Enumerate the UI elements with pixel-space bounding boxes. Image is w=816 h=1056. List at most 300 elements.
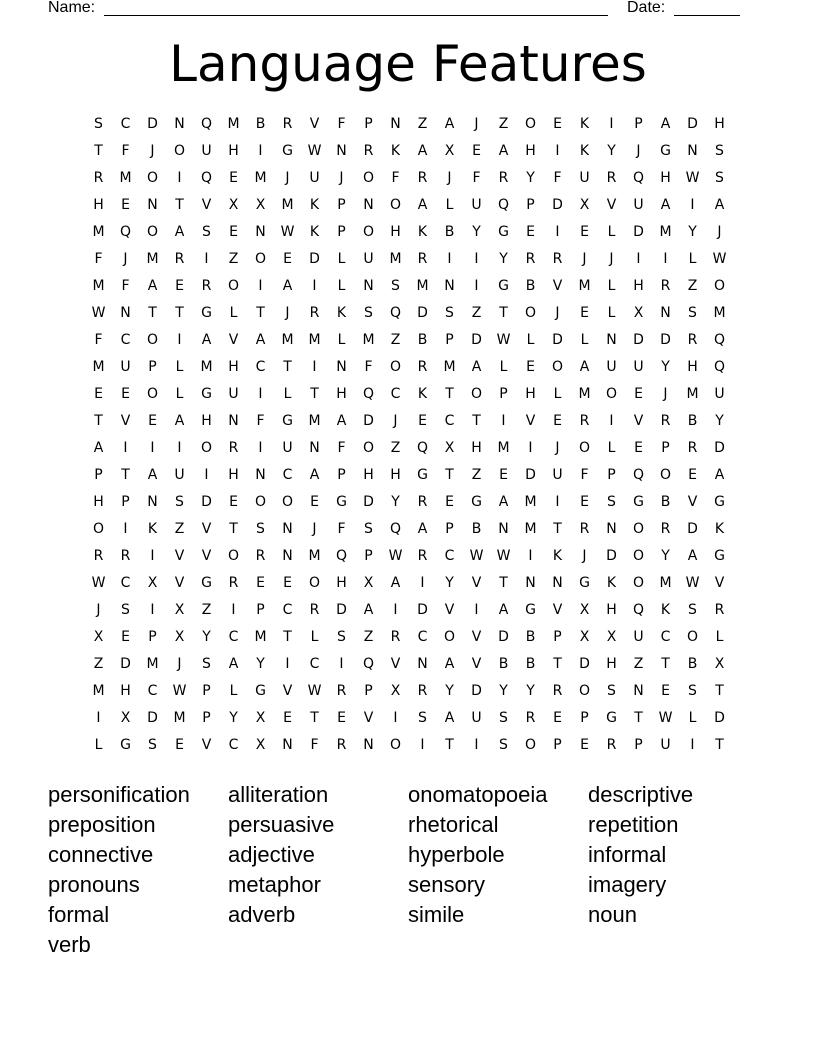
word-list-item: metaphor [228, 872, 321, 897]
grid-letter: R [417, 251, 428, 267]
grid-letter: I [555, 143, 560, 159]
grid-letter: K [390, 143, 401, 159]
grid-letter: H [228, 467, 239, 483]
grid-letter: I [123, 440, 128, 456]
grid-letter: V [201, 197, 212, 213]
grid-letter: M [524, 494, 537, 510]
grid-letter: E [688, 467, 697, 483]
grid-letter: C [120, 116, 131, 132]
grid-letter: D [471, 332, 482, 348]
grid-letter: U [228, 386, 239, 402]
grid-letter: T [94, 413, 103, 429]
grid-letter: R [417, 359, 428, 375]
grid-letter: C [255, 359, 266, 375]
grid-letter: J [555, 440, 560, 456]
word-list-item: sensory [408, 872, 486, 897]
grid-letter: O [389, 359, 402, 375]
grid-letter: S [445, 305, 454, 321]
grid-letter: I [636, 251, 641, 267]
grid-letter: N [120, 305, 131, 321]
grid-letter: B [444, 224, 455, 240]
grid-letter: G [336, 494, 347, 510]
grid-letter: R [390, 629, 401, 645]
grid-letter: Y [661, 548, 670, 564]
grid-letter: A [714, 197, 725, 213]
grid-letter: B [687, 656, 698, 672]
grid-letter: Q [713, 332, 726, 348]
grid-letter: P [337, 224, 346, 240]
grid-letter: K [147, 521, 158, 537]
grid-letter: Y [499, 251, 508, 267]
grid-letter: A [498, 494, 509, 510]
grid-letter: K [606, 575, 617, 591]
grid-letter: D [417, 305, 428, 321]
grid-letter: I [258, 440, 263, 456]
grid-letter: P [337, 467, 346, 483]
grid-letter: E [634, 440, 643, 456]
grid-letter: L [526, 332, 535, 348]
grid-letter: I [420, 575, 425, 591]
grid-letter: T [715, 737, 724, 753]
grid-letter: A [417, 143, 428, 159]
grid-letter: D [120, 656, 131, 672]
grid-letter: O [146, 386, 159, 402]
word-list-item: simile [408, 902, 465, 927]
grid-letter: R [606, 170, 617, 186]
grid-letter: L [607, 440, 616, 456]
grid-letter: T [715, 683, 724, 699]
grid-letter: M [362, 332, 375, 348]
grid-letter: Z [417, 116, 428, 132]
grid-letter: G [714, 494, 725, 510]
grid-letter: M [308, 413, 321, 429]
page-title: Language Features [169, 35, 647, 93]
grid-letter: I [312, 359, 317, 375]
grid-letter: M [578, 386, 591, 402]
grid-letter: X [255, 710, 266, 726]
grid-letter: S [391, 278, 400, 294]
grid-letter: T [445, 467, 454, 483]
grid-letter: M [92, 278, 105, 294]
grid-letter: O [146, 170, 159, 186]
grid-letter: V [471, 629, 482, 645]
grid-letter: A [417, 521, 428, 537]
word-list-item: verb [48, 932, 91, 957]
grid-letter: U [120, 359, 131, 375]
grid-letter: I [177, 332, 182, 348]
grid-letter: E [580, 494, 589, 510]
grid-letter: I [150, 548, 155, 564]
grid-letter: D [525, 467, 536, 483]
grid-letter: C [309, 656, 320, 672]
grid-letter: O [200, 440, 213, 456]
grid-letter: U [552, 467, 563, 483]
grid-letter: E [472, 143, 481, 159]
name-field-line[interactable] [104, 0, 608, 16]
grid-letter: Y [526, 683, 535, 699]
grid-letter: X [579, 602, 590, 618]
grid-letter: K [552, 548, 563, 564]
grid-letter: J [285, 305, 290, 321]
grid-letter: X [444, 143, 455, 159]
grid-letter: Q [713, 359, 726, 375]
grid-letter: B [525, 629, 536, 645]
grid-letter: E [94, 386, 103, 402]
grid-letter: Y [445, 575, 454, 591]
grid-letter: C [120, 575, 131, 591]
grid-letter: Y [661, 359, 670, 375]
grid-letter: G [255, 683, 266, 699]
grid-letter: M [443, 359, 456, 375]
grid-letter: Q [497, 197, 510, 213]
grid-letter: L [445, 197, 454, 213]
grid-letter: Z [687, 278, 698, 294]
grid-letter: T [499, 575, 508, 591]
grid-letter: I [663, 251, 668, 267]
grid-letter: C [282, 602, 293, 618]
grid-letter: N [336, 359, 347, 375]
grid-letter: P [148, 359, 157, 375]
word-list-item: onomatopoeia [408, 782, 548, 807]
grid-letter: X [255, 737, 266, 753]
grid-letter: B [687, 413, 698, 429]
grid-letter: N [255, 224, 266, 240]
grid-letter: I [501, 413, 506, 429]
grid-letter: R [552, 683, 563, 699]
grid-letter: B [660, 494, 671, 510]
grid-letter: D [579, 656, 590, 672]
grid-letter: W [685, 170, 700, 186]
grid-letter: L [715, 629, 724, 645]
grid-letter: U [606, 359, 617, 375]
grid-letter: S [256, 521, 265, 537]
grid-letter: N [606, 521, 617, 537]
grid-letter: F [94, 332, 103, 348]
grid-letter: L [499, 359, 508, 375]
grid-letter: X [633, 305, 644, 321]
grid-letter: C [228, 737, 239, 753]
grid-letter: O [659, 467, 672, 483]
grid-letter: R [336, 683, 347, 699]
grid-letter: T [121, 467, 130, 483]
grid-letter: N [309, 440, 320, 456]
grid-letter: R [120, 548, 131, 564]
grid-letter: J [96, 602, 101, 618]
grid-letter: T [499, 305, 508, 321]
grid-letter: X [444, 440, 455, 456]
grid-letter: L [229, 683, 238, 699]
grid-letter: R [417, 494, 428, 510]
grid-letter: U [633, 197, 644, 213]
grid-letter: H [336, 386, 347, 402]
grid-letter: O [524, 116, 537, 132]
grid-letter: A [660, 116, 671, 132]
grid-letter: V [606, 197, 617, 213]
grid-letter: F [337, 116, 346, 132]
grid-letter: H [93, 494, 104, 510]
grid-letter: D [309, 251, 320, 267]
grid-letter: W [307, 143, 322, 159]
grid-letter: J [555, 305, 560, 321]
grid-letter: X [363, 575, 374, 591]
grid-letter: Q [632, 170, 645, 186]
grid-letter: U [714, 386, 725, 402]
grid-letter: I [474, 737, 479, 753]
grid-letter: E [553, 413, 562, 429]
grid-letter: G [525, 602, 536, 618]
grid-letter: G [498, 278, 509, 294]
grid-letter: I [474, 251, 479, 267]
grid-letter: O [173, 143, 186, 159]
date-field-line[interactable] [674, 0, 740, 16]
grid-letter: T [553, 521, 562, 537]
grid-letter: Z [363, 629, 374, 645]
grid-letter: U [174, 467, 185, 483]
grid-letter: K [660, 602, 671, 618]
grid-letter: T [148, 305, 157, 321]
grid-letter: E [229, 224, 238, 240]
grid-letter: Z [390, 440, 401, 456]
grid-letter: W [91, 305, 106, 321]
grid-letter: N [525, 575, 536, 591]
grid-letter: B [498, 656, 509, 672]
grid-letter: P [202, 683, 211, 699]
grid-letter: B [525, 656, 536, 672]
name-label: Name: [48, 0, 96, 16]
grid-letter: N [444, 278, 455, 294]
grid-letter: W [307, 683, 322, 699]
grid-letter: O [524, 305, 537, 321]
grid-letter: A [498, 143, 509, 159]
grid-letter: X [93, 629, 104, 645]
grid-letter: M [92, 683, 105, 699]
grid-letter: J [150, 143, 155, 159]
grid-letter: M [146, 656, 159, 672]
grid-letter: T [256, 305, 265, 321]
grid-letter: J [582, 251, 587, 267]
grid-letter: A [174, 413, 185, 429]
grid-letter: I [474, 278, 479, 294]
grid-letter: Q [389, 305, 402, 321]
word-list-item: personification [48, 782, 190, 807]
grid-letter: I [177, 170, 182, 186]
word-list-item: descriptive [588, 782, 694, 807]
grid-letter: D [714, 440, 725, 456]
grid-letter: E [175, 278, 184, 294]
grid-letter: Y [715, 413, 724, 429]
grid-letter: D [363, 494, 374, 510]
grid-letter: M [659, 224, 672, 240]
grid-letter: E [553, 116, 562, 132]
grid-letter: I [393, 602, 398, 618]
grid-letter: C [444, 413, 455, 429]
grid-letter: P [364, 683, 373, 699]
grid-letter: O [632, 575, 645, 591]
grid-letter: K [417, 224, 428, 240]
grid-letter: V [687, 494, 698, 510]
grid-letter: A [147, 467, 158, 483]
grid-letter: J [393, 413, 398, 429]
grid-letter: R [498, 170, 509, 186]
grid-letter: X [120, 710, 131, 726]
grid-letter: D [498, 629, 509, 645]
grid-letter: A [498, 602, 509, 618]
grid-letter: O [389, 737, 402, 753]
grid-letter: R [417, 683, 428, 699]
grid-letter: W [172, 683, 187, 699]
grid-letter: M [686, 386, 699, 402]
grid-letter: A [228, 656, 239, 672]
grid-letter: Q [335, 548, 348, 564]
grid-letter: E [283, 710, 292, 726]
grid-letter: H [687, 359, 698, 375]
grid-letter: I [204, 467, 209, 483]
grid-letter: P [445, 521, 454, 537]
grid-letter: V [120, 413, 131, 429]
grid-letter: C [147, 683, 158, 699]
grid-letter: I [447, 251, 452, 267]
grid-letter: G [633, 494, 644, 510]
grid-letter: E [310, 494, 319, 510]
word-list-item: hyperbole [408, 842, 505, 867]
grid-letter: B [525, 278, 536, 294]
word-list-item: persuasive [228, 812, 335, 837]
grid-letter: H [633, 278, 644, 294]
grid-letter: M [308, 332, 321, 348]
grid-letter: M [389, 251, 402, 267]
grid-letter: Q [362, 386, 375, 402]
grid-letter: X [714, 656, 725, 672]
grid-letter: S [688, 305, 697, 321]
grid-letter: W [280, 224, 295, 240]
grid-letter: Y [445, 683, 454, 699]
grid-letter: K [309, 197, 320, 213]
grid-letter: I [96, 710, 101, 726]
grid-letter: I [528, 548, 533, 564]
grid-letter: K [309, 224, 320, 240]
grid-letter: N [336, 143, 347, 159]
grid-letter: Q [200, 170, 213, 186]
grid-letter: I [609, 413, 614, 429]
grid-letter: H [228, 359, 239, 375]
grid-letter: E [121, 629, 130, 645]
grid-letter: X [579, 629, 590, 645]
word-list-item: informal [588, 842, 667, 867]
word-list-item: repetition [588, 812, 679, 837]
grid-letter: D [147, 710, 158, 726]
word-list-item: imagery [588, 872, 667, 897]
grid-letter: S [202, 224, 211, 240]
grid-letter: H [714, 116, 725, 132]
grid-letter: T [661, 656, 670, 672]
grid-letter: I [690, 197, 695, 213]
grid-letter: S [202, 656, 211, 672]
date-label: Date: [627, 0, 666, 16]
grid-letter: D [633, 332, 644, 348]
grid-letter: P [364, 116, 373, 132]
grid-letter: L [337, 278, 346, 294]
grid-letter: L [688, 251, 697, 267]
grid-letter: G [471, 494, 482, 510]
grid-letter: T [553, 656, 562, 672]
grid-letter: D [714, 710, 725, 726]
grid-letter: L [607, 224, 616, 240]
grid-letter: S [688, 602, 697, 618]
grid-letter: O [686, 629, 699, 645]
grid-letter: R [660, 521, 671, 537]
grid-letter: N [552, 575, 563, 591]
grid-letter: I [474, 602, 479, 618]
grid-letter: U [363, 251, 374, 267]
grid-letter: V [471, 656, 482, 672]
grid-letter: I [420, 737, 425, 753]
grid-letter: E [337, 710, 346, 726]
grid-letter: V [174, 548, 185, 564]
grid-letter: M [92, 224, 105, 240]
grid-letter: O [470, 386, 483, 402]
grid-letter: P [634, 737, 643, 753]
grid-letter: O [443, 629, 456, 645]
grid-letter: B [471, 521, 482, 537]
grid-letter: M [524, 521, 537, 537]
grid-letter: A [390, 575, 401, 591]
grid-letter: P [607, 467, 616, 483]
grid-letter: X [174, 629, 185, 645]
grid-letter: V [309, 116, 320, 132]
grid-letter: R [579, 521, 590, 537]
grid-letter: V [282, 683, 293, 699]
grid-letter: T [472, 413, 481, 429]
grid-letter: P [121, 494, 130, 510]
grid-letter: P [553, 737, 562, 753]
grid-letter: Y [499, 683, 508, 699]
grid-letter: E [526, 359, 535, 375]
grid-letter: C [417, 629, 428, 645]
grid-letter: N [606, 332, 617, 348]
header [48, 0, 748, 20]
grid-letter: P [337, 197, 346, 213]
grid-letter: G [282, 413, 293, 429]
grid-letter: N [174, 116, 185, 132]
grid-letter: C [444, 548, 455, 564]
grid-letter: P [364, 548, 373, 564]
grid-letter: Q [632, 467, 645, 483]
grid-letter: M [227, 116, 240, 132]
grid-letter: G [579, 575, 590, 591]
grid-letter: R [525, 710, 536, 726]
grid-letter: E [418, 413, 427, 429]
grid-letter: G [606, 710, 617, 726]
grid-letter: A [444, 656, 455, 672]
grid-letter: Z [174, 521, 185, 537]
grid-letter: D [552, 332, 563, 348]
grid-letter: J [663, 386, 668, 402]
grid-letter: Z [633, 656, 644, 672]
grid-letter: M [119, 170, 132, 186]
grid-letter: D [201, 494, 212, 510]
grid-letter: T [283, 359, 292, 375]
grid-letter: K [579, 143, 590, 159]
grid-letter: O [524, 737, 537, 753]
grid-letter: E [283, 575, 292, 591]
grid-letter: B [417, 332, 428, 348]
grid-letter: A [660, 197, 671, 213]
grid-letter: N [660, 305, 671, 321]
grid-letter: Y [526, 170, 535, 186]
grid-letter: A [255, 332, 266, 348]
grid-letter: I [555, 224, 560, 240]
grid-letter: N [363, 737, 374, 753]
